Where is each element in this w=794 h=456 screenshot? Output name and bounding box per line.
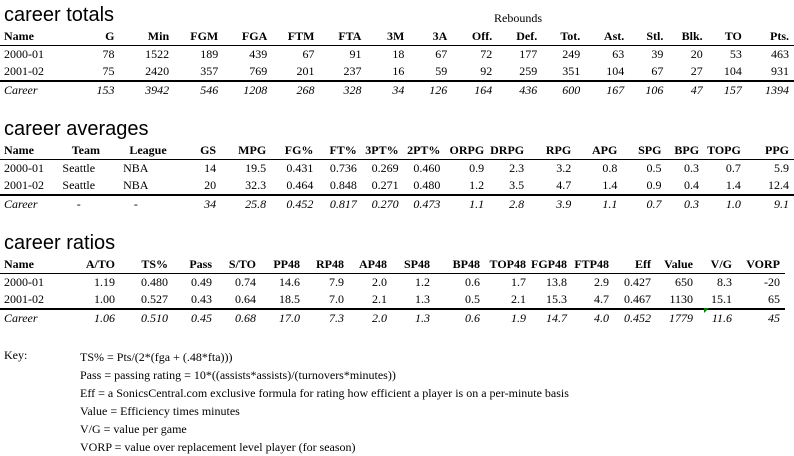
column-header: Name	[0, 142, 58, 160]
averages-table	[0, 142, 794, 213]
table-cell: 0.464	[286, 178, 314, 192]
column-header: AP48	[349, 256, 392, 274]
table-cell: 78	[102, 47, 115, 61]
column-header: Blk.	[668, 28, 707, 46]
career-cell: 1394	[747, 81, 794, 99]
table-cell: 3.2	[556, 161, 572, 175]
career-cell: Career	[0, 309, 58, 327]
career-cell: 268	[272, 81, 319, 99]
table-cell: 0.3	[684, 161, 700, 175]
table-cell: 14.6	[279, 275, 300, 289]
table-cell: 5.9	[774, 161, 789, 175]
career-cell: 436	[497, 81, 542, 99]
career-cell: 1.3	[392, 309, 435, 327]
table-cell: 91	[349, 47, 362, 61]
column-header: Off.	[452, 28, 497, 46]
career-cell: -	[58, 195, 105, 213]
table-cell: 357	[200, 64, 219, 78]
key-line-eff: Eff = a SonicsCentral.com exclusive formula for rating how efficient a player is on a per-minute basis	[80, 386, 569, 400]
table-cell: 63	[612, 47, 625, 61]
table-cell: 39	[651, 47, 664, 61]
ratios-title: career ratios	[4, 232, 116, 254]
column-header: Tot.	[542, 28, 585, 46]
column-header: FTP48	[572, 256, 614, 274]
table-cell: 0.5	[646, 161, 662, 175]
column-header: GS	[172, 142, 221, 160]
table-cell: 2.3	[509, 161, 525, 175]
table-cell: 1.19	[94, 275, 115, 289]
table-cell: 177	[519, 47, 538, 61]
column-header: SPG	[622, 142, 666, 160]
table-cell: 2420	[145, 64, 170, 78]
key-line-value: Value = Efficiency times minutes	[80, 404, 240, 418]
table-cell: 7.9	[329, 275, 344, 289]
column-header: MPG	[221, 142, 271, 160]
table-cell: 27	[690, 64, 703, 78]
career-cell: 2.0	[349, 309, 392, 327]
table-cell: 67	[302, 47, 315, 61]
column-header: Eff	[614, 256, 656, 274]
table-cell: 0.460	[413, 161, 441, 175]
totals-table	[0, 28, 794, 99]
column-header: 3PT%	[362, 142, 404, 160]
column-header: SP48	[392, 256, 435, 274]
column-header: Value	[656, 256, 698, 274]
column-header: DRPG	[489, 142, 529, 160]
table-cell: 20	[690, 47, 703, 61]
table-cell: 104	[606, 64, 625, 78]
table-cell: 12.4	[768, 178, 789, 192]
table-cell: 59	[435, 64, 448, 78]
table-row	[0, 160, 794, 178]
table-cell: 75	[102, 64, 115, 78]
table-cell: 13.8	[546, 275, 567, 289]
table-cell: 463	[771, 47, 789, 61]
table-cell: 1.00	[94, 292, 115, 306]
table-cell: 4.7	[556, 178, 572, 192]
table-cell: 0.527	[141, 292, 168, 306]
table-cell: 7.0	[329, 292, 344, 306]
career-cell: 164	[452, 81, 497, 99]
table-cell: 769	[249, 64, 268, 78]
column-header: A/TO	[58, 256, 120, 274]
key-lines	[80, 348, 780, 456]
career-cell: 47	[668, 81, 707, 99]
table-cell: 351	[562, 64, 581, 78]
table-cell: 0.8	[602, 161, 618, 175]
table-cell: 0.64	[235, 292, 256, 306]
column-header: FGA	[223, 28, 272, 46]
career-cell: 600	[542, 81, 585, 99]
averages-title: career averages	[4, 118, 149, 140]
career-cell: Career	[0, 81, 58, 99]
column-header: S/TO	[217, 256, 261, 274]
table-cell: 2001-02	[4, 64, 44, 78]
table-row	[0, 177, 794, 195]
column-header: TOP48	[485, 256, 531, 274]
career-cell: 0.270	[362, 195, 404, 213]
column-header: TOPG	[704, 142, 746, 160]
totals-title: career totals	[4, 4, 115, 26]
column-header: PPG	[746, 142, 794, 160]
table-cell: 1522	[145, 47, 170, 61]
column-header: Ast.	[585, 28, 629, 46]
table-cell: 1.2	[415, 275, 430, 289]
key-line-vorp: VORP = value over replacement level player (for season)	[80, 440, 356, 454]
table-cell: 92	[480, 64, 493, 78]
table-cell: 15.1	[711, 292, 732, 306]
career-row	[0, 309, 785, 327]
key-line-ts: TS% = Pts/(2*(fga + (.48*fta)))	[80, 350, 233, 364]
career-cell: 1.0	[704, 195, 746, 213]
table-cell: 1.4	[602, 178, 618, 192]
column-header: BPG	[666, 142, 704, 160]
column-header: BP48	[435, 256, 485, 274]
career-cell: 45	[737, 309, 785, 327]
table-cell: 2.9	[594, 275, 609, 289]
table-row	[0, 291, 785, 309]
career-cell: 0.452	[271, 195, 318, 213]
rebounds-group-label: Rebounds	[494, 11, 542, 25]
career-cell: 0.510	[120, 309, 173, 327]
header-row	[0, 28, 794, 46]
table-cell: 0.427	[624, 275, 651, 289]
column-header: Min	[119, 28, 174, 46]
table-row	[0, 274, 785, 292]
career-row	[0, 81, 794, 99]
career-cell: 1779	[656, 309, 698, 327]
table-cell: 2001-02	[4, 178, 44, 192]
ratios-table	[0, 256, 785, 327]
column-header: VORP	[737, 256, 785, 274]
table-row	[0, 63, 794, 81]
table-cell: 15.3	[546, 292, 567, 306]
table-cell: 0.4	[684, 178, 700, 192]
table-cell: 0.43	[191, 292, 212, 306]
table-cell: 2.1	[511, 292, 526, 306]
table-row	[0, 46, 794, 64]
table-cell: 4.7	[594, 292, 609, 306]
column-header: Pass	[173, 256, 217, 274]
table-cell: 0.269	[371, 161, 399, 175]
column-header: 2PT%	[404, 142, 446, 160]
column-header: Name	[0, 28, 58, 46]
career-cell: 0.452	[614, 309, 656, 327]
career-cell: 0.3	[666, 195, 704, 213]
career-cell: 11.6	[698, 309, 737, 327]
table-cell: Seattle	[62, 161, 96, 175]
column-header: FTA	[319, 28, 366, 46]
career-cell: 1208	[223, 81, 272, 99]
career-cell: 0.45	[173, 309, 217, 327]
table-cell: 237	[343, 64, 362, 78]
table-cell: 439	[249, 47, 268, 61]
table-cell: 1130	[669, 292, 693, 306]
table-cell: 650	[675, 275, 693, 289]
table-cell: 2000-01	[4, 275, 44, 289]
table-cell: 0.480	[141, 275, 168, 289]
table-cell: 2001-02	[4, 292, 44, 306]
career-cell: 25.8	[221, 195, 271, 213]
table-cell: 0.6	[465, 275, 480, 289]
table-cell: 201	[296, 64, 315, 78]
career-cell: 34	[172, 195, 221, 213]
table-cell: 0.736	[329, 161, 357, 175]
table-cell: 249	[562, 47, 581, 61]
table-cell: 16	[392, 64, 405, 78]
table-cell: 2000-01	[4, 161, 44, 175]
career-cell: 153	[58, 81, 120, 99]
career-cell: 3942	[119, 81, 174, 99]
career-cell: 3.9	[529, 195, 576, 213]
table-cell: 1.2	[469, 178, 485, 192]
table-cell: 67	[435, 47, 448, 61]
table-cell: 0.9	[469, 161, 485, 175]
career-cell: 328	[319, 81, 366, 99]
table-cell: 3.5	[509, 178, 525, 192]
table-cell: 1.3	[415, 292, 430, 306]
column-header: FGM	[174, 28, 223, 46]
career-cell: 126	[409, 81, 452, 99]
career-cell: 0.68	[217, 309, 261, 327]
column-header: Pts.	[747, 28, 794, 46]
column-header: FGP48	[531, 256, 572, 274]
column-header: Stl.	[629, 28, 668, 46]
career-cell: Career	[0, 195, 58, 213]
column-header: RPG	[529, 142, 576, 160]
table-cell: Seattle	[62, 178, 96, 192]
career-cell: 0.817	[318, 195, 361, 213]
table-cell: 259	[519, 64, 538, 78]
career-cell: 9.1	[746, 195, 794, 213]
column-header: APG	[576, 142, 622, 160]
table-cell: 14	[204, 161, 217, 175]
table-cell: 67	[651, 64, 664, 78]
table-cell: 53	[729, 47, 742, 61]
table-cell: 2000-01	[4, 47, 44, 61]
column-header: ORPG	[445, 142, 489, 160]
cell-comment-marker	[704, 308, 709, 313]
career-cell: 1.1	[445, 195, 489, 213]
career-row	[0, 195, 794, 213]
table-cell: NBA	[123, 178, 149, 192]
career-cell: 1.06	[58, 309, 120, 327]
table-cell: 32.3	[245, 178, 267, 192]
career-cell: 14.7	[531, 309, 572, 327]
table-cell: 0.7	[725, 161, 741, 175]
header-row	[0, 142, 794, 160]
career-cell: 0.473	[404, 195, 446, 213]
table-cell: 1.4	[725, 178, 741, 192]
table-cell: 0.480	[413, 178, 441, 192]
table-cell: 2.1	[372, 292, 387, 306]
column-header: FT%	[318, 142, 361, 160]
key-line-vg: V/G = value per game	[80, 422, 187, 436]
column-header: FTM	[272, 28, 319, 46]
column-header: League	[105, 142, 172, 160]
career-cell: 1.9	[485, 309, 531, 327]
career-cell: 4.0	[572, 309, 614, 327]
table-cell: 104	[723, 64, 742, 78]
column-header: Name	[0, 256, 58, 274]
column-header: 3M	[366, 28, 409, 46]
career-cell: 34	[366, 81, 409, 99]
career-cell: 0.6	[435, 309, 485, 327]
header-row	[0, 256, 785, 274]
column-header: PP48	[261, 256, 305, 274]
table-cell: 0.431	[286, 161, 314, 175]
column-header: TS%	[120, 256, 173, 274]
key-label: Key:	[4, 348, 28, 362]
table-cell: 8.3	[717, 275, 732, 289]
column-header: RP48	[305, 256, 349, 274]
table-cell: 931	[771, 64, 789, 78]
career-cell: -	[105, 195, 172, 213]
key-line-pass: Pass = passing rating = 10*((assists*assists)/(turnovers*minutes))	[80, 368, 396, 382]
column-header: Def.	[497, 28, 542, 46]
table-cell: NBA	[123, 161, 149, 175]
table-cell: 18.5	[279, 292, 300, 306]
column-header: Team	[58, 142, 105, 160]
career-cell: 7.3	[305, 309, 349, 327]
career-cell: 157	[708, 81, 747, 99]
table-cell: 0.5	[465, 292, 480, 306]
table-cell: 19.5	[245, 161, 267, 175]
column-header: 3A	[409, 28, 452, 46]
table-cell: 72	[480, 47, 493, 61]
column-header: G	[58, 28, 120, 46]
table-cell: -20	[764, 275, 780, 289]
table-cell: 18	[392, 47, 405, 61]
column-header: V/G	[698, 256, 737, 274]
table-cell: 0.848	[329, 178, 357, 192]
table-cell: 189	[200, 47, 219, 61]
table-cell: 1.7	[511, 275, 526, 289]
table-cell: 65	[768, 292, 780, 306]
table-cell: 2.0	[372, 275, 387, 289]
career-cell: 546	[174, 81, 223, 99]
table-cell: 0.49	[191, 275, 212, 289]
career-cell: 1.1	[576, 195, 622, 213]
table-cell: 20	[204, 178, 217, 192]
table-cell: 0.467	[624, 292, 651, 306]
table-cell: 0.74	[235, 275, 256, 289]
column-header: TO	[708, 28, 747, 46]
table-cell: 0.9	[646, 178, 662, 192]
career-cell: 17.0	[261, 309, 305, 327]
column-header: FG%	[271, 142, 318, 160]
career-cell: 167	[585, 81, 629, 99]
table-cell: 0.271	[371, 178, 399, 192]
career-cell: 2.8	[489, 195, 529, 213]
career-cell: 0.7	[622, 195, 666, 213]
career-cell: 106	[629, 81, 668, 99]
